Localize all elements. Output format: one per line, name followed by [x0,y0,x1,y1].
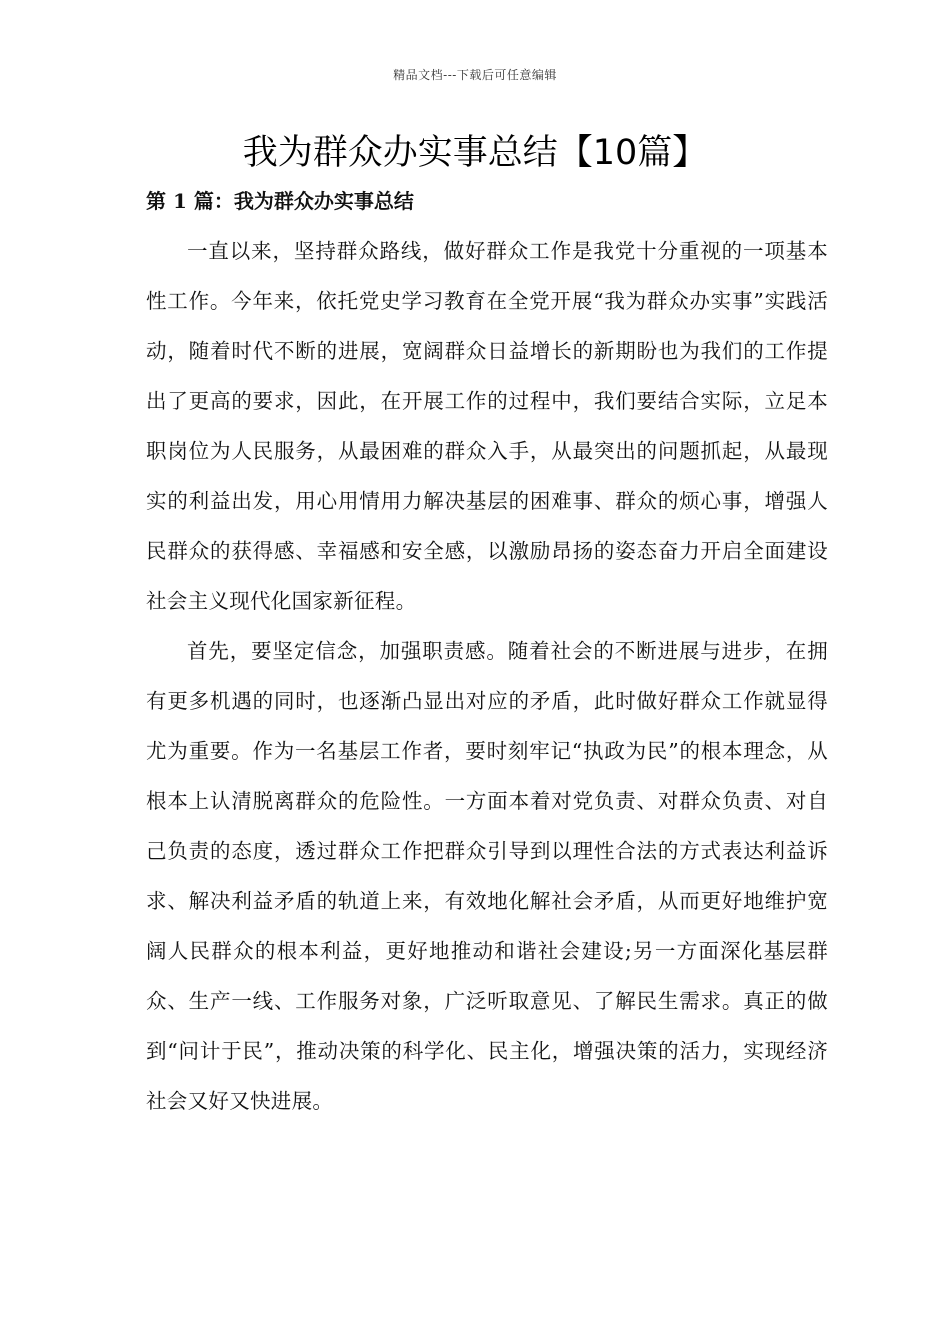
header-note: 精品文档---下载后可任意编辑 [393,68,557,82]
section-heading: 第 1 篇：我为群众办实事总结 [146,189,414,213]
document-title: 我为群众办实事总结【10篇】 [242,133,708,173]
paragraph-1: 一直以来，坚持群众路线，做好群众工作是我党十分重视的一项基本性工作。今年来，依托党史学习教育在全党开展“我为群众办实事”实践活动，随着时代不断的进展，宽阔群众日益增长的新期盼也为我们的工作提出了更高的要求，因此，在开展工作的过程中，我们要结合实际，立足本职岗位为人民服务，从最困难的群众入手，从最突出的问题抓起，从最现实的利益出发，用心用情用力解决基层的困难事、群众的烦心事，增强人民群众的获得感、幸福感和安全感，以激励昂扬的姿态奋力开启全面建设社会主义现代化国家新征程。 [146,239,828,613]
document-body [146,226,828,1126]
paragraph-2: 首先，要坚定信念，加强职责感。随着社会的不断进展与进步，在拥有更多机遇的同时，也逐渐凸显出对应的矛盾，此时做好群众工作就显得尤为重要。作为一名基层工作者，要时刻牢记“执政为民”的根本理念，从根本上认清脱离群众的危险性。一方面本着对党负责、对群众负责、对自己负责的态度，透过群众工作把群众引导到以理性合法的方式表达利益诉求、解决利益矛盾的轨道上来，有效地化解社会矛盾，从而更好地维护宽阔人民群众的根本利益，更好地推动和谐社会建设;另一方面深化基层群众、生产一线、工作服务对象，广泛听取意见、了解民生需求。真正的做到“问计于民”，推动决策的科学化、民主化，增强决策的活力，实现经济社会又好又快进展。 [146,639,828,1113]
